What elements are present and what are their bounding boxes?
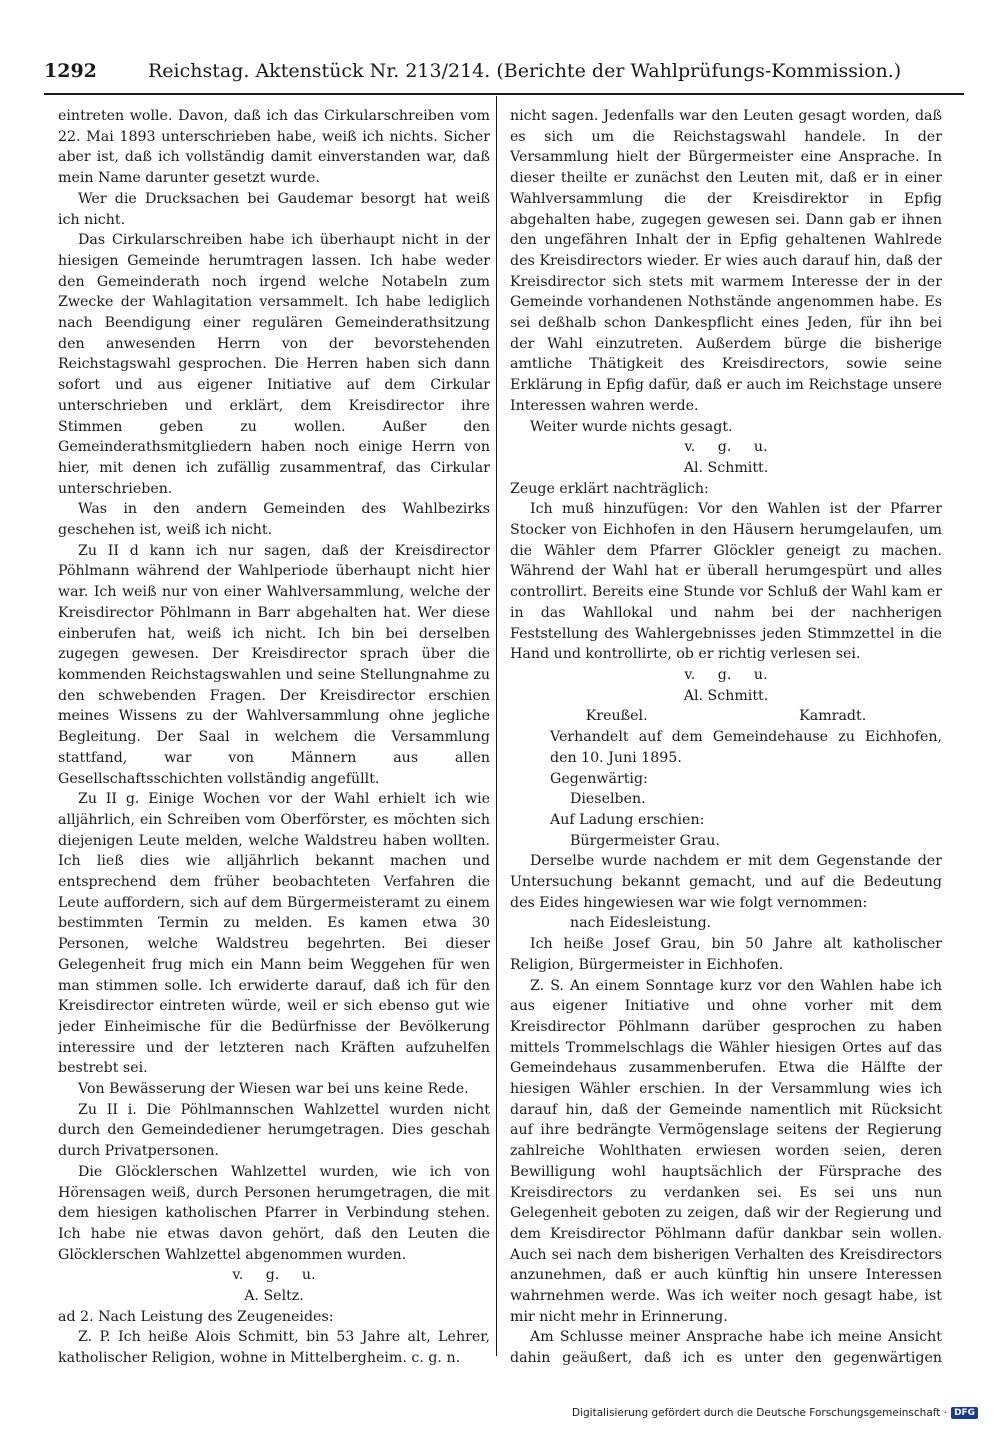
header-rule bbox=[44, 93, 964, 95]
right-column bbox=[510, 106, 942, 1366]
paragraph: Weiter wurde nichts gesagt. bbox=[530, 418, 733, 435]
paragraph: nach Eidesleistung. bbox=[570, 915, 712, 932]
paragraph: eintreten wolle. Davon, daß ich das Cirkularschreiben vom 22. Mai 1893 unterschrieben habe, weiß ich nichts. Sicher aber ist, daß ich vollständig damit einverstanden war, daß mein Name darunter gesetzt wurde. bbox=[58, 108, 490, 187]
paragraph: Am Schlusse meiner Ansprache habe ich meine Ansicht dahin geäußert, daß ich es unter den gegenwärtigen bbox=[510, 1329, 942, 1366]
page-header bbox=[44, 60, 964, 90]
paragraph: Ich muß hinzufügen: Vor den Wahlen ist der Pfarrer Stocker von Eichhofen in den Häusern herumgelaufen, um die Wähler dem Pfarrer Glöckler geneigt zu machen. Während der Wahl hat er überall herumgespürt und alles controllirt. Bereits eine Stunde vor Schluß der Wahl kam er in das Wahllokal und nahm bei der nachherigen Feststellung des Wahlergebnisses jeden Stimmzettel in die Hand und kontrollirte, ob er richtig verlesen sei. bbox=[510, 501, 942, 663]
vgu-mark: v. g. u. bbox=[684, 666, 768, 683]
paragraph: Gegenwärtig: bbox=[550, 770, 648, 787]
paragraph: Z. S. An einem Sonntage kurz vor den Wahlen habe ich aus eigener Initiative und ohne vorher mit dem Kreisdirector Pöhlmann darüber gesprochen zu haben mittels Trommelschlags die Wähler hiesigen Ortes auf das Gemeindehaus zusammenberufen. Etwa die Hälfte der hiesigen Wähler erschien. In der Versammlung wies ich darauf hin, daß der Gemeinde namentlich mit Rücksicht auf ihre bedrängte Vermögenslage seitens der Regierung zahlreiche Wohlthaten erwiesen worden seien, deren Bewilligung wohl hauptsächlich der Fürsprache des Kreisdirectors zu verdanken sei. Es sei uns nun Gelegenheit geboten zu zeigen, daß wir der Regierung und dem Kreisdirector Pöhlmann dafür dankbar sein wollen. Auch sei nach dem bisherigen Verhalten des Kreisdirectors anzunehmen, daß er auch künftig hin unsere Interessen wahrnehmen werde. Was ich weiter noch gesagt habe, ist mir nicht mehr in Erinnerung. bbox=[510, 977, 942, 1325]
paragraph: Dieselben. bbox=[570, 791, 646, 808]
footer-text: Digitalisierung gefördert durch die Deutsche Forschungsgemeinschaft · bbox=[572, 1407, 948, 1419]
running-title: Reichstag. Aktenstück Nr. 213/214. (Berichte der Wahlprüfungs-Kommission.) bbox=[148, 60, 902, 82]
paragraph: Zu II i. Die Pöhlmannschen Wahlzettel wurden nicht durch den Gemeindediener herumgetragen. Dies geschah durch Privatpersonen. bbox=[58, 1101, 490, 1160]
page-number: 1292 bbox=[44, 60, 97, 82]
column-divider bbox=[496, 96, 497, 1356]
paragraph: Die Glöcklerschen Wahlzettel wurden, wie ich von Hörensagen weiß, durch Personen herumgetragen, die mit dem hiesigen katholischen Pfarrer in Verbindung stehen. Ich habe nie etwas davon gehört, daß den Leuten die Glöcklerschen Wahlzettel abgenommen wurden. bbox=[58, 1163, 490, 1263]
witness-signatures bbox=[510, 706, 942, 727]
signature: A. Seltz. bbox=[244, 1288, 304, 1305]
paragraph: Zu II g. Einige Wochen vor der Wahl erhielt ich wie alljährlich, ein Schreiben vom Oberförster, es möchten sich diejenigen Leute melden, welche Waldstreu haben wollten. Ich ließ dies wie alljährlich bekannt machen und entsprechend dem früher beobachteten Verfahren die Leute auffordern, sich auf dem Bürgermeisteramt zu einem bestimmten Termin zu melden. Es kamen etwa 30 Personen, welche Waldstreu begehrten. Bei dieser Gelegenheit frug mich ein Mann beim Weggehen für wen man stimmen solle. Ich erwiderte darauf, daß ich für den Kreisdirector eintreten würde, weil er sich ebenso gut wie jeder Einheimische für die Bedürfnisse der Bevölkerung interessire und der letzteren nach Kräften aufzuhelfen bestrebt sei. bbox=[58, 791, 490, 1077]
paragraph: ad 2. Nach Leistung des Zeugeneides: bbox=[58, 1308, 334, 1325]
left-column bbox=[58, 106, 490, 1366]
paragraph: Von Bewässerung der Wiesen war bei uns keine Rede. bbox=[78, 1081, 469, 1098]
paragraph: Ich heiße Josef Grau, bin 50 Jahre alt katholischer Religion, Bürgermeister in Eichhofen. bbox=[510, 936, 942, 973]
paragraph: Zeuge erklärt nachträglich: bbox=[510, 480, 709, 497]
dfg-logo: DFG bbox=[951, 1407, 978, 1419]
signature: Kamradt. bbox=[799, 708, 867, 725]
paragraph: Auf Ladung erschien: bbox=[550, 811, 705, 828]
paragraph: nicht sagen. Jedenfalls war den Leuten gesagt worden, daß es sich um die Reichstagswahl handele. In der Versammlung hielt der Bürgermeister eine Ansprache. In dieser theilte er zunächst den Leuten mit, daß er in einer Wahlversammlung die der Kreisdirektor in Epfig abgehalten habe, zugegen gewesen sei. Dann gab er ihnen den ungefähren Inhalt der in Epfig gehaltenen Wahlrede des Kreisdirectors wieder. Er wies auch darauf hin, daß der Kreisdirector sich stets mit warmem Interesse der in der Gemeinde vorhandenen Nothstände angenommen habe. Es sei deßhalb schon Dankespflicht eines Jeden, für ihn bei der Wahl einzutreten. Außerdem bürge die bisherige amtliche Thätigkeit des Kreisdirectors, sowie seine Erklärung in Epfig dafür, daß er auch im Reichstage unsere Interessen wahren werde. bbox=[510, 108, 942, 414]
paragraph: Wer die Drucksachen bei Gaudemar besorgt hat weiß ich nicht. bbox=[58, 190, 490, 228]
signature: Al. Schmitt. bbox=[683, 687, 769, 704]
paragraph: Verhandelt auf dem Gemeindehause zu Eichhofen, den 10. Juni 1895. bbox=[550, 729, 942, 766]
vgu-mark: v. g. u. bbox=[684, 439, 768, 456]
paragraph: Zu II d kann ich nur sagen, daß der Kreisdirector Pöhlmann während der Wahlperiode überhaupt nicht hier war. Ich weiß nur von einer Wahlversammlung, welche der Kreisdirector Pöhlmann in Barr abgehalten hat. Wer diese einberufen hat, weiß ich nicht. Ich bin bei derselben zugegen gewesen. Der Kreisdirector sprach über die kommenden Reichstagswahlen und seine Stellungnahme zu den schwebenden Fragen. Der Kreisdirector erschien meines Wissens zu der Wahlversammlung ohne jegliche Begleitung. Der Saal in welchem die Versammlung stattfand, war von Männern aus allen Gesellschaftsschichten vollständig angefüllt. bbox=[58, 542, 490, 787]
paragraph: Das Cirkularschreiben habe ich überhaupt nicht in der hiesigen Gemeinde herumtragen lassen. Ich habe weder den Gemeinderath noch irgend welche Notabeln zum Zwecke der Wahlagitation versammelt. Ich habe lediglich nach Beendigung einer regulären Gemeinderathsitzung den anwesenden Herrn von der bevorstehenden Reichstagswahl gesprochen. Die Herren haben sich dann sofort und aus eigener Initiative auf dem Cirkular unterschrieben und erklärt, dem Kreisdirector ihre Stimmen geben zu wollen. Außer den Gemeinderathsmitgliedern haben noch einige Herrn von hier, mit denen ich zufällig zusammentraf, das Cirkular unterschrieben. bbox=[58, 232, 490, 497]
paragraph: Z. P. Ich heiße Alois Schmitt, bin 53 Jahre alt, Lehrer, katholischer Religion, wohne in Mittelbergheim. c. g. n. bbox=[58, 1329, 490, 1366]
vgu-mark: v. g. u. bbox=[232, 1267, 316, 1284]
signature: Al. Schmitt. bbox=[683, 459, 769, 476]
digitization-footer bbox=[572, 1407, 992, 1419]
paragraph: Was in den andern Gemeinden des Wahlbezirks geschehen ist, weiß ich nicht. bbox=[58, 501, 490, 539]
paragraph: Bürgermeister Grau. bbox=[570, 832, 720, 849]
signature: Kreußel. bbox=[585, 708, 648, 725]
paragraph: Derselbe wurde nachdem er mit dem Gegenstande der Untersuchung bekannt gemacht, und auf die Bedeutung des Eides hingewiesen war wie folgt vernommen: bbox=[510, 853, 942, 911]
